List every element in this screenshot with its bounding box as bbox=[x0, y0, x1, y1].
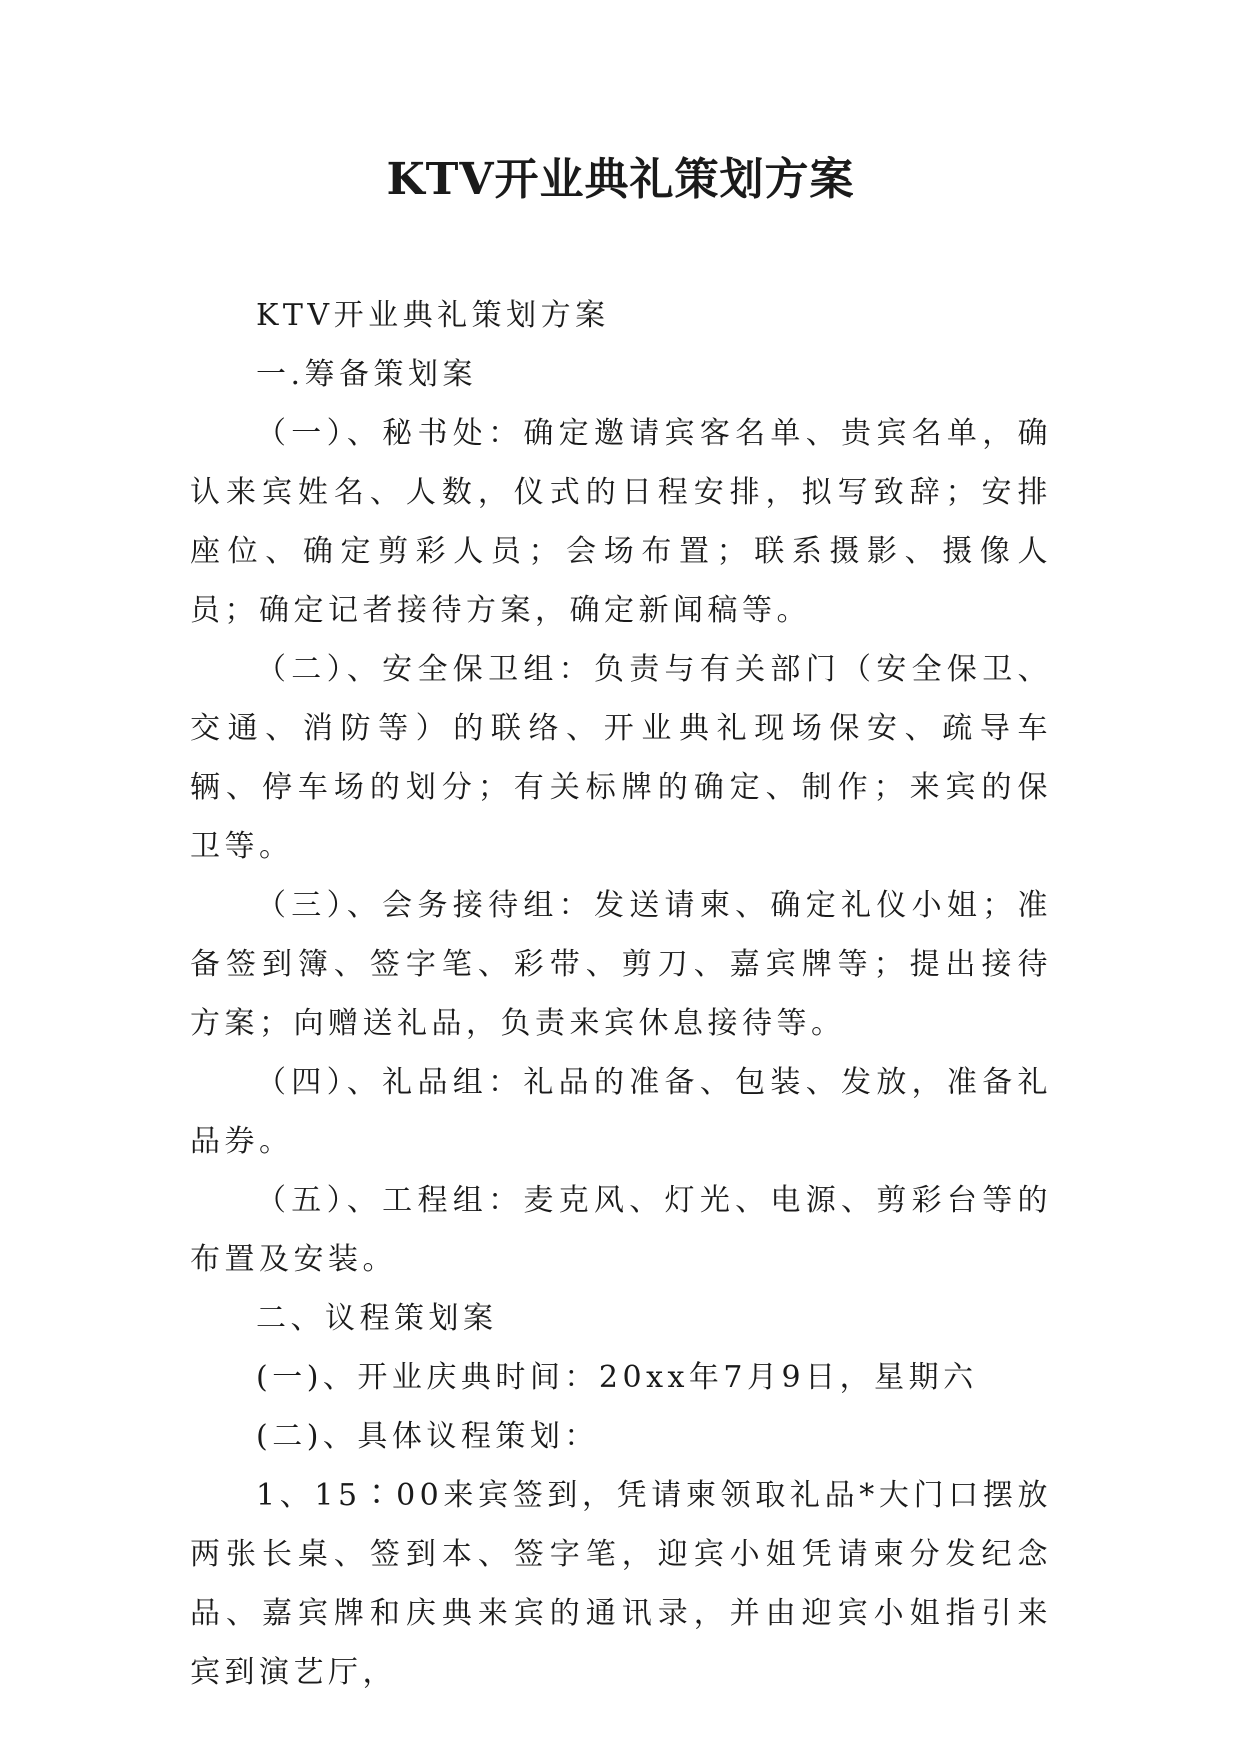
section-heading-preparation: 一.筹备策划案 bbox=[256, 357, 478, 392]
paragraph-ceremony-time: (一)、开业庆典时间：20xx年7月9日，星期六 bbox=[256, 1360, 978, 1395]
section-heading-agenda: 二、议程策划案 bbox=[256, 1301, 498, 1336]
paragraph-guest-signin: 1、15∶00来宾签到，凭请柬领取礼品*大门口摆放两张长桌、签到本、签字笔，迎宾小姐凭请柬分发纪念品、嘉宾牌和庆典来宾的通讯录，并由迎宾小姐指引来宾到演艺厅， bbox=[190, 1478, 1052, 1690]
paragraph-reception-group: （三）、会务接待组：发送请柬、确定礼仪小姐；准备签到簿、签字笔、彩带、剪刀、嘉宾牌等；提出接待方案；向赠送礼品，负责来宾休息接待等。 bbox=[190, 888, 1052, 1041]
paragraph-gift-group: （四）、礼品组：礼品的准备、包装、发放，准备礼品券。 bbox=[190, 1065, 1052, 1159]
paragraph-secretariat: （一）、秘书处：确定邀请宾客名单、贵宾名单，确认来宾姓名、人数，仪式的日程安排，拟写致辞；安排座位、确定剪彩人员；会场布置；联系摄影、摄像人员；确定记者接待方案，确定新闻稿等。 bbox=[190, 416, 1052, 628]
document-title: KTV开业典礼策划方案 bbox=[386, 154, 855, 205]
paragraph-security-group: （二）、安全保卫组：负责与有关部门（安全保卫、交通、消防等）的联络、开业典礼现场保安、疏导车辆、停车场的划分；有关标牌的确定、制作；来宾的保卫等。 bbox=[190, 652, 1052, 864]
heading-repeat-title: KTV开业典礼策划方案 bbox=[256, 298, 610, 333]
paragraph-agenda-detail-heading: (二)、具体议程策划： bbox=[256, 1419, 599, 1454]
document-body bbox=[190, 286, 1052, 1702]
paragraph-engineering-group: （五）、工程组：麦克风、灯光、电源、剪彩台等的布置及安装。 bbox=[190, 1183, 1052, 1277]
